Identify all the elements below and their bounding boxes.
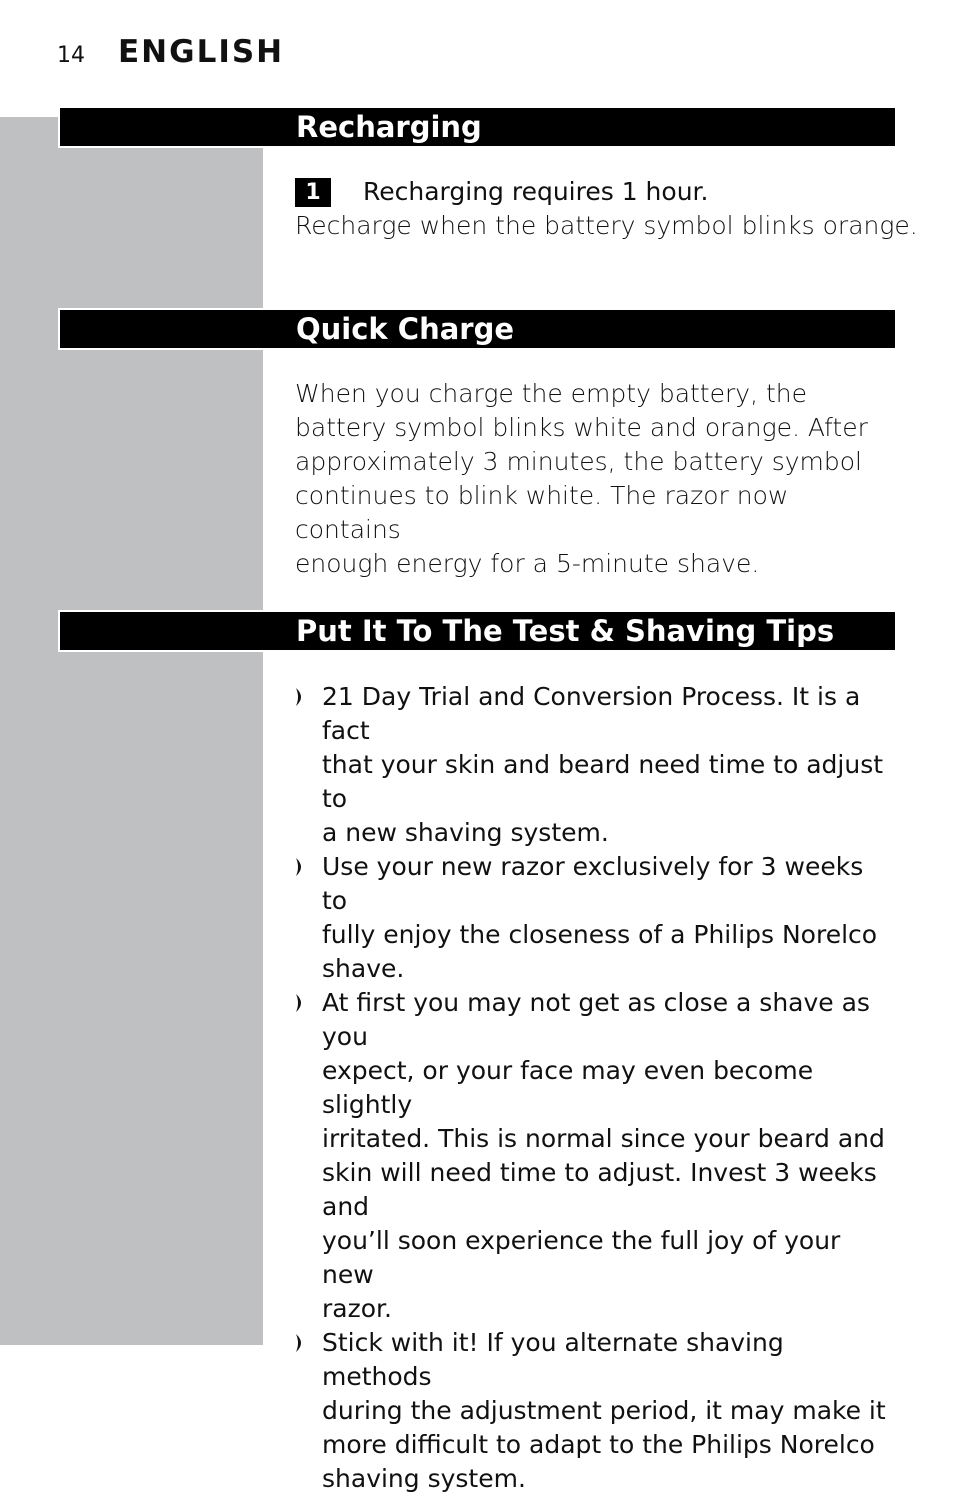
section-title: Quick Charge	[296, 312, 515, 346]
text-line: At first you may not get as close a shave as you	[322, 988, 870, 1051]
text-line: you’ll soon experience the full joy of your new	[322, 1226, 841, 1289]
text-line: Stick with it! If you alternate shaving methods	[322, 1328, 784, 1391]
text-line: expect, or your face may even become slightly	[322, 1056, 814, 1119]
page-header	[57, 34, 284, 74]
section-header-quick-charge	[60, 310, 895, 348]
list-item	[295, 850, 895, 986]
arrow-bullet-icon	[295, 1333, 307, 1353]
text-line: a new shaving system.	[322, 818, 609, 847]
language-title: ENGLISH	[118, 34, 285, 70]
text-line: razor.	[322, 1294, 392, 1323]
tips-content	[295, 680, 895, 1496]
text-line: enough energy for a 5-minute shave.	[295, 549, 760, 578]
text-line: shaving system.	[322, 1464, 526, 1493]
arrow-bullet-icon	[295, 687, 307, 707]
section-title: Recharging	[296, 110, 482, 144]
step-item	[295, 175, 895, 209]
quick-charge-content	[295, 377, 895, 581]
text-line: When you charge the empty battery, the	[295, 379, 807, 408]
step-text: Recharging requires 1 hour.	[363, 177, 709, 206]
text-line: that your skin and beard need time to adjust to	[322, 750, 884, 813]
text-line: Use your new razor exclusively for 3 weeks to	[322, 852, 864, 915]
step-note: Recharge when the battery symbol blinks orange.	[295, 211, 918, 240]
text-line: during the adjustment period, it may make it	[322, 1396, 886, 1425]
text-line: more difficult to adapt to the Philips Norelco	[322, 1430, 875, 1459]
arrow-bullet-icon	[295, 857, 307, 877]
list-item	[295, 680, 895, 850]
text-line: continues to blink white. The razor now contains	[295, 481, 789, 544]
tips-list	[295, 680, 895, 1496]
text-line: approximately 3 minutes, the battery symbol	[295, 447, 862, 476]
step-number-badge: 1	[295, 178, 331, 207]
recharging-content	[295, 175, 918, 243]
list-item	[295, 1326, 895, 1496]
text-line: shave.	[322, 954, 405, 983]
section-header-tips	[60, 612, 895, 650]
page-number: 14	[57, 43, 85, 68]
text-line: irritated. This is normal since your beard and	[322, 1124, 885, 1153]
arrow-bullet-icon	[295, 993, 307, 1013]
text-line: fully enjoy the closeness of a Philips Norelco	[322, 920, 878, 949]
text-line: 21 Day Trial and Conversion Process. It is a fact	[322, 682, 861, 745]
quick-charge-paragraph	[295, 377, 895, 581]
section-title: Put It To The Test & Shaving Tips	[296, 614, 835, 648]
text-line: skin will need time to adjust. Invest 3 weeks and	[322, 1158, 877, 1221]
list-item	[295, 986, 895, 1326]
margin-strip	[0, 117, 263, 1345]
section-header-recharging	[60, 108, 895, 146]
text-line: battery symbol blinks white and orange. After	[295, 413, 868, 442]
